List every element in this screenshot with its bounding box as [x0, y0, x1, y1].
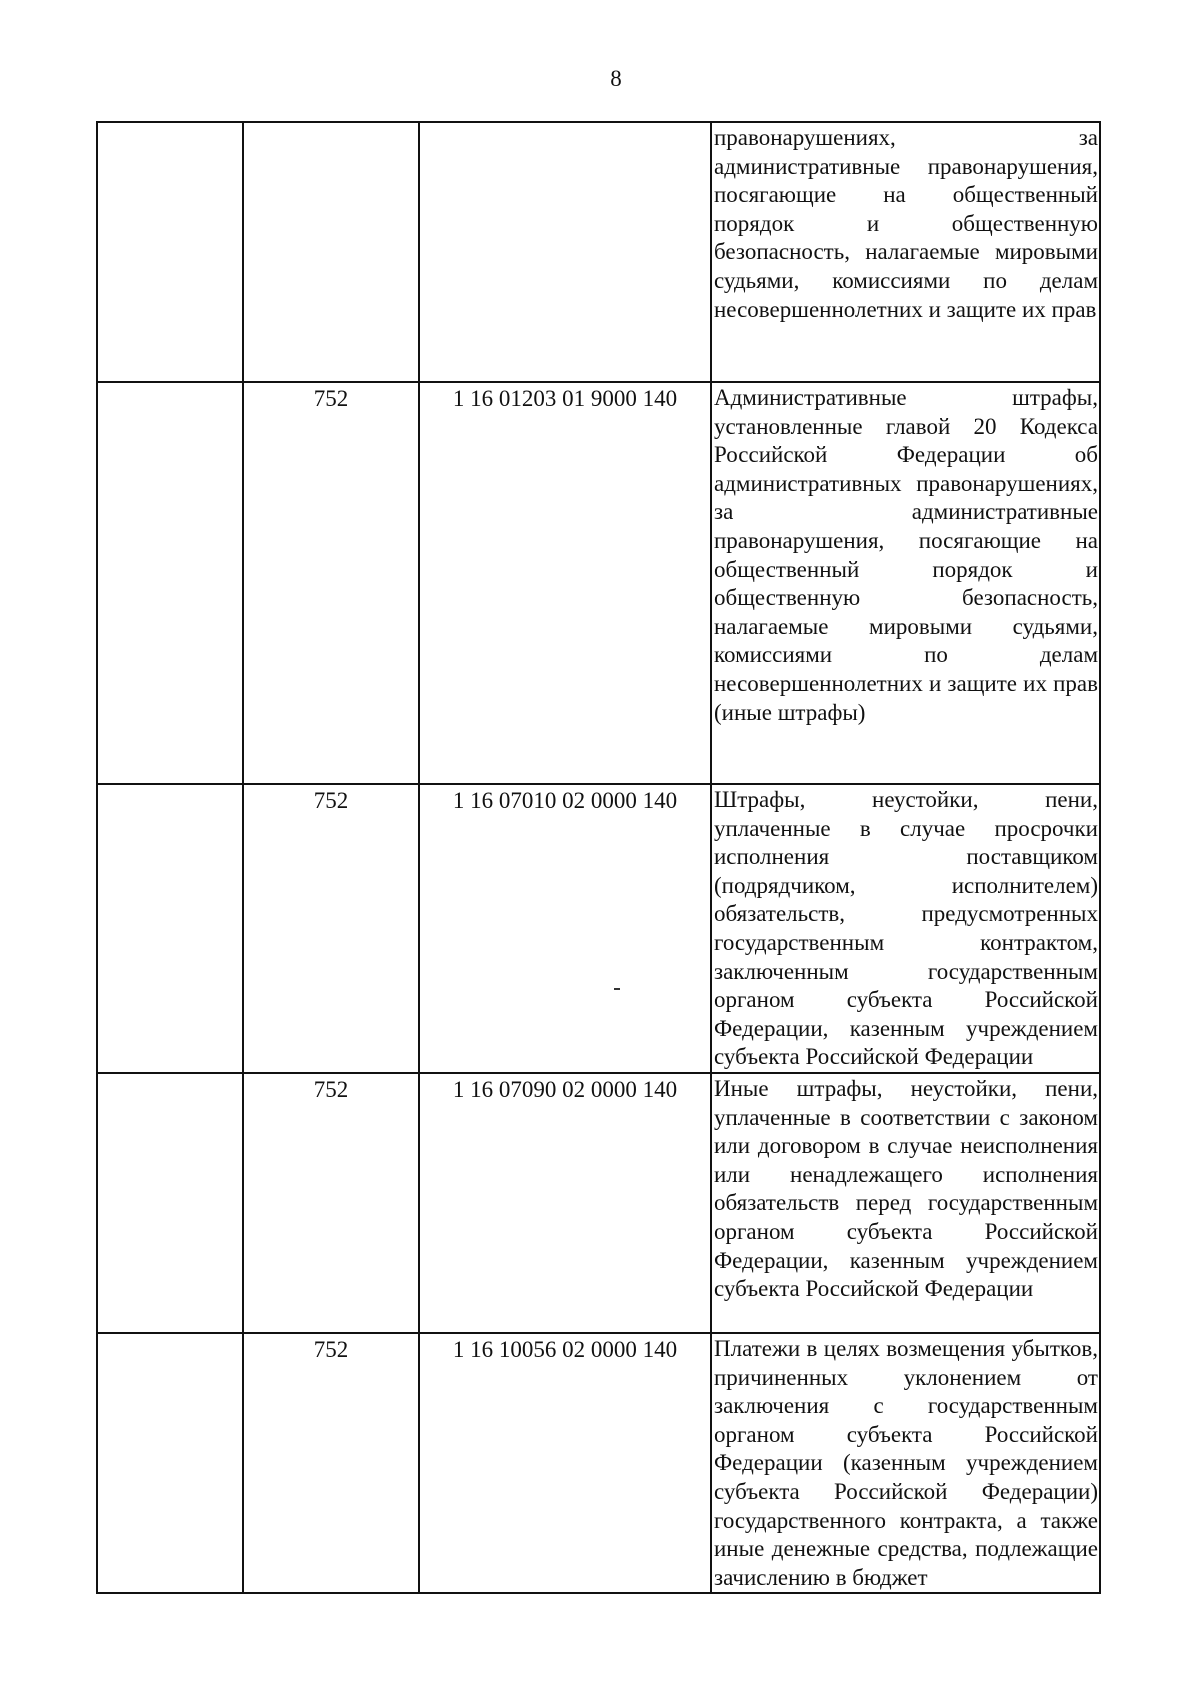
scan-mark	[614, 988, 620, 990]
income-name-text: Иные штрафы, неустойки, пени, уплаченные в соответствии с законом или договором в случае неисполнения или ненадлежащего исполнения обязательств перед государственным органом субъекта Российской Федерации, казенным учреждением субъекта Российской Федерации	[714, 1075, 1098, 1302]
admin-code-cell: 752	[243, 1073, 419, 1333]
income-name-cell	[711, 1333, 1100, 1593]
table-row	[97, 382, 1100, 784]
income-name-cell	[711, 382, 1100, 784]
empty-cell	[97, 122, 243, 382]
page-number: 8	[610, 66, 622, 91]
admin-code-cell: 752	[243, 382, 419, 784]
income-name-text: Платежи в целях возмещения убытков, причиненных уклонением от заключения с государственным органом субъекта Российской Федерации (казенным учреждением субъекта Российской Федерации) государственного контракта, а также иные денежные средства, подлежащие зачислению в бюджет	[714, 1335, 1098, 1590]
income-name-text: Штрафы, неустойки, пени, уплаченные в случае просрочки исполнения поставщиком (подрядчиком, исполнителем) обязательств, предусмотренных государственным контрактом, заключенным государственным органом субъекта Российской Федерации, казенным учреждением субъекта Российской Федерации	[714, 787, 1098, 1070]
income-name-text: Административные штрафы, установленные главой 20 Кодекса Российской Федерации об административных правонарушениях, за административные правонарушения, посягающие на общественный порядок и общественную безопасность, налагаемые мировыми судьями, комиссиями по делам несовершеннолетних и защите их прав (иные штрафы)	[714, 385, 1098, 725]
table-row	[97, 784, 1100, 1073]
income-name-cell	[711, 122, 1100, 382]
empty-cell	[97, 1333, 243, 1593]
income-codes-table	[96, 121, 1101, 1594]
income-name-text: правонарушениях, за административные правонарушения, посягающие на общественный порядок и общественную безопасность, налагаемые мировыми судьями, комиссиями по делам несовершеннолетних и защите их прав	[714, 125, 1098, 322]
empty-cell	[97, 784, 243, 1073]
admin-code-cell: 752	[243, 784, 419, 1073]
empty-cell	[97, 382, 243, 784]
admin-code-cell: 752	[243, 1333, 419, 1593]
table-row	[97, 1073, 1100, 1333]
income-code-cell: 1 16 07090 02 0000 140	[419, 1073, 711, 1333]
income-code-cell	[419, 122, 711, 382]
table-row	[97, 122, 1100, 382]
income-code-cell: 1 16 01203 01 9000 140	[419, 382, 711, 784]
income-name-cell	[711, 784, 1100, 1073]
admin-code-cell	[243, 122, 419, 382]
income-code-cell: 1 16 07010 02 0000 140	[419, 784, 711, 1073]
empty-cell	[97, 1073, 243, 1333]
table-row	[97, 1333, 1100, 1593]
income-code-cell: 1 16 10056 02 0000 140	[419, 1333, 711, 1593]
income-name-cell	[711, 1073, 1100, 1333]
